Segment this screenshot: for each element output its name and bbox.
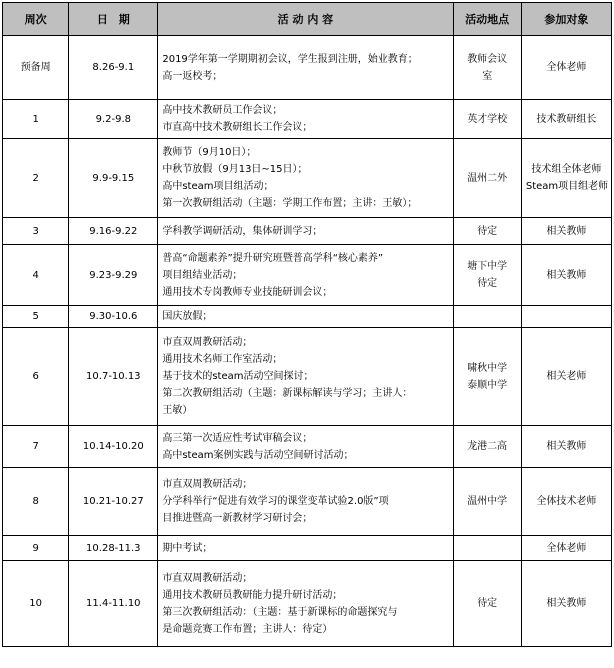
attendees-cell [521,328,611,426]
attendees-cell [521,426,611,468]
week-cell: 2 [3,139,69,218]
attendees-cell [521,306,611,328]
location-cell-line: 室 [482,70,493,82]
location-cell-line: 英才学校 [467,113,508,125]
location-cell-line: 温州中学 [467,496,508,507]
attendees-cell [521,561,611,647]
location-cell [453,536,521,561]
location-cell-line: 温州二外 [467,172,508,184]
location-cell [453,245,521,306]
date-cell: 10.7-10.13 [69,328,158,426]
content-cell-line: 高三第一次适应性考试审稿会议； [162,432,313,444]
content-cell-line: 学科教学调研活动，集体研训学习； [162,225,323,237]
attendees-cell-line: 相关老师 [546,371,587,382]
content-cell-line: 第三次教研组活动：（主题：基于新课标的命题探究与 [162,606,398,618]
attendees-cell [521,139,611,218]
content-cell-line: 目推进暨高一新教材学习研讨会； [162,513,313,524]
table-row [3,218,612,245]
content-cell-line: 项目组结业活动； [162,269,243,281]
week-cell: 7 [3,426,69,468]
week-cell: 5 [3,306,69,328]
content-cell-line: 国庆放假； [162,311,213,322]
attendees-cell-line: Steam项目组老师 [525,181,609,192]
table-row [3,536,612,561]
table-row [3,426,612,468]
location-cell [453,306,521,328]
content-cell [158,328,453,426]
attendees-cell-line: 技术教研组长 [536,113,597,125]
content-cell-line: 第二次教研组活动（主题：新课标解读与学习；主讲人： [162,388,413,399]
content-cell-line: 中秋节放假（9月13日~15日）； [162,164,308,175]
table-row [3,245,612,306]
content-cell [158,218,453,245]
content-cell-line: 是命题竞赛工作布置；主讲人：待定） [162,623,333,635]
content-cell-line: 期中考试； [162,542,213,554]
content-cell-line: 普高“命题素养”提升研究班暨普高学科“核心素养” [162,252,384,264]
table-row [3,139,612,218]
content-cell-line: 王敏） [162,405,193,416]
content-cell-line: 第一次教研组活动（主题：学期工作布置；主讲：王敏）； [162,198,418,209]
attendees-cell-line: 全体老师 [546,542,587,554]
week-cell: 3 [3,218,69,245]
content-cell [158,139,453,218]
location-cell [453,36,521,100]
content-cell [158,100,453,139]
header-content: 活 动 内 容 [158,3,453,36]
week-cell: 4 [3,245,69,306]
week-cell: 预备周 [3,36,69,100]
date-cell: 10.21-10.27 [69,468,158,536]
header-location: 活动地点 [453,3,521,36]
content-cell-line: 市直双周教研活动； [162,337,253,348]
location-cell-line: 龙港二高 [467,441,508,452]
location-cell [453,218,521,245]
content-cell [158,536,453,561]
location-cell [453,100,521,139]
table-row [3,468,612,536]
location-cell-line: 教师会议 [467,53,508,65]
content-cell [158,561,453,647]
content-cell [158,306,453,328]
table-row [3,36,612,100]
content-cell-line: 高中技术教研员工作会议； [162,105,283,116]
week-cell: 8 [3,468,69,536]
location-cell-line: 待定 [477,278,498,289]
header-date: 日 期 [69,3,158,36]
date-cell: 9.23-9.29 [69,245,158,306]
date-cell: 10.28-11.3 [69,536,158,561]
week-cell: 10 [3,561,69,647]
location-cell [453,426,521,468]
location-cell-line: 待定 [477,225,498,237]
location-cell [453,139,521,218]
attendees-cell [521,468,611,536]
location-cell-line: 待定 [477,598,498,609]
date-cell: 8.26-9.1 [69,36,158,100]
content-cell-line: 通用技术专岗教师专业技能研训会议； [162,286,333,298]
date-cell: 9.16-9.22 [69,218,158,245]
location-cell-line: 泰顺中学 [467,379,508,391]
location-cell-line: 啸秋中学 [467,362,508,374]
content-cell [158,36,453,100]
attendees-cell-line: 相关教师 [546,225,587,237]
content-cell-line: 高中steam案例实践与活动空间研讨活动； [162,449,354,461]
table-row [3,306,612,328]
table-row [3,328,612,426]
attendees-cell-line: 相关教师 [546,269,587,281]
attendees-cell [521,218,611,245]
attendees-cell [521,36,611,100]
content-cell-line: 高中steam项目组活动； [162,181,274,192]
header-attendees: 参加对象 [521,3,611,36]
location-cell [453,561,521,647]
attendees-cell-line: 相关教师 [546,598,587,609]
content-cell-line: 市直双周教研活动； [162,572,253,584]
content-cell-line: 基于技术的steam活动空间探讨； [162,371,314,382]
date-cell: 11.4-11.10 [69,561,158,647]
location-cell [453,328,521,426]
content-cell-line: 市直高中技术教研组长工作会议； [162,122,313,133]
table-row [3,561,612,647]
attendees-cell [521,536,611,561]
content-cell-line: 高一返校考； [162,70,223,82]
content-cell-line: 2019学年第一学期期初会议，学生报到注册，始业教育； [162,53,418,65]
schedule-table [2,2,612,647]
content-cell [158,468,453,536]
week-cell: 1 [3,100,69,139]
attendees-cell-line: 技术组全体老师 [531,164,602,175]
content-cell [158,245,453,306]
attendees-cell [521,100,611,139]
table-row [3,100,612,139]
content-cell-line: 教师节（9月10日）； [162,147,257,158]
attendees-cell-line: 全体老师 [546,62,587,73]
date-cell: 10.14-10.20 [69,426,158,468]
date-cell: 9.30-10.6 [69,306,158,328]
header-row [3,3,612,36]
location-cell [453,468,521,536]
content-cell-line: 通用技术名师工作室活动； [162,354,283,365]
schedule-body [3,36,612,647]
date-cell: 9.2-9.8 [69,100,158,139]
attendees-cell-line: 相关教师 [546,441,587,452]
header-week: 周次 [3,3,69,36]
attendees-cell [521,245,611,306]
content-cell-line: 通用技术教研员教研能力提升研讨活动； [162,589,343,601]
content-cell-line: 市直双周教研活动； [162,479,253,490]
date-cell: 9.9-9.15 [69,139,158,218]
week-cell: 6 [3,328,69,426]
location-cell-line: 塘下中学 [467,261,508,272]
attendees-cell-line: 全体技术老师 [536,496,597,507]
week-cell: 9 [3,536,69,561]
content-cell-line: 分学科举行“促进有效学习的课堂变革试验2.0版”项 [162,496,389,507]
content-cell [158,426,453,468]
